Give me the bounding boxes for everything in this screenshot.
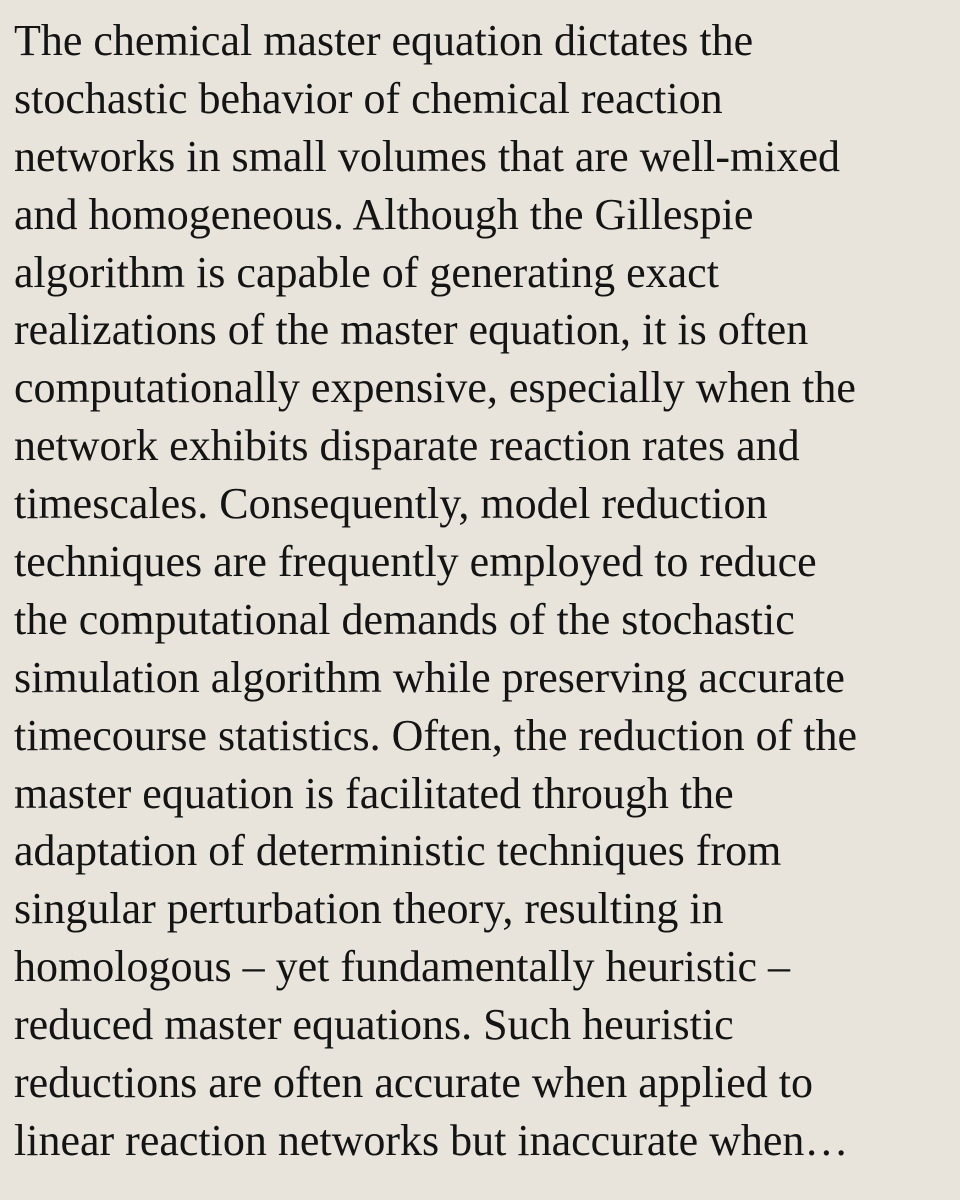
text-line: network exhibits disparate reaction rates and	[14, 421, 800, 471]
text-line: adaptation of deterministic techniques from	[14, 826, 782, 876]
text-line: and homogeneous. Although the Gillespie	[14, 189, 754, 239]
text-line: homologous – yet fundamentally heuristic –	[14, 942, 790, 992]
text-line: singular perturbation theory, resulting in	[14, 884, 724, 934]
text-line: simulation algorithm while preserving accurate	[14, 652, 845, 702]
text-line: timescales. Consequently, model reduction	[14, 479, 768, 529]
text-line: the computational demands of the stochastic	[14, 594, 795, 644]
text-line: computationally expensive, especially when the	[14, 363, 856, 413]
abstract-text	[14, 12, 954, 1170]
text-line: reductions are often accurate when applied to	[14, 1058, 813, 1108]
text-line: linear reaction networks but inaccurate when…	[14, 1115, 849, 1165]
text-line: master equation is facilitated through the	[14, 768, 734, 818]
text-line: The chemical master equation dictates the	[14, 16, 754, 65]
text-line: timecourse statistics. Often, the reduction of the	[14, 710, 858, 760]
text-line: stochastic behavior of chemical reaction	[14, 73, 723, 123]
text-line: reduced master equations. Such heuristic	[14, 1000, 734, 1050]
text-line: algorithm is capable of generating exact	[14, 247, 719, 297]
text-line: networks in small volumes that are well-mixed	[14, 131, 841, 181]
text-line: realizations of the master equation, it is often	[14, 305, 809, 355]
text-line: techniques are frequently employed to reduce	[14, 537, 817, 587]
